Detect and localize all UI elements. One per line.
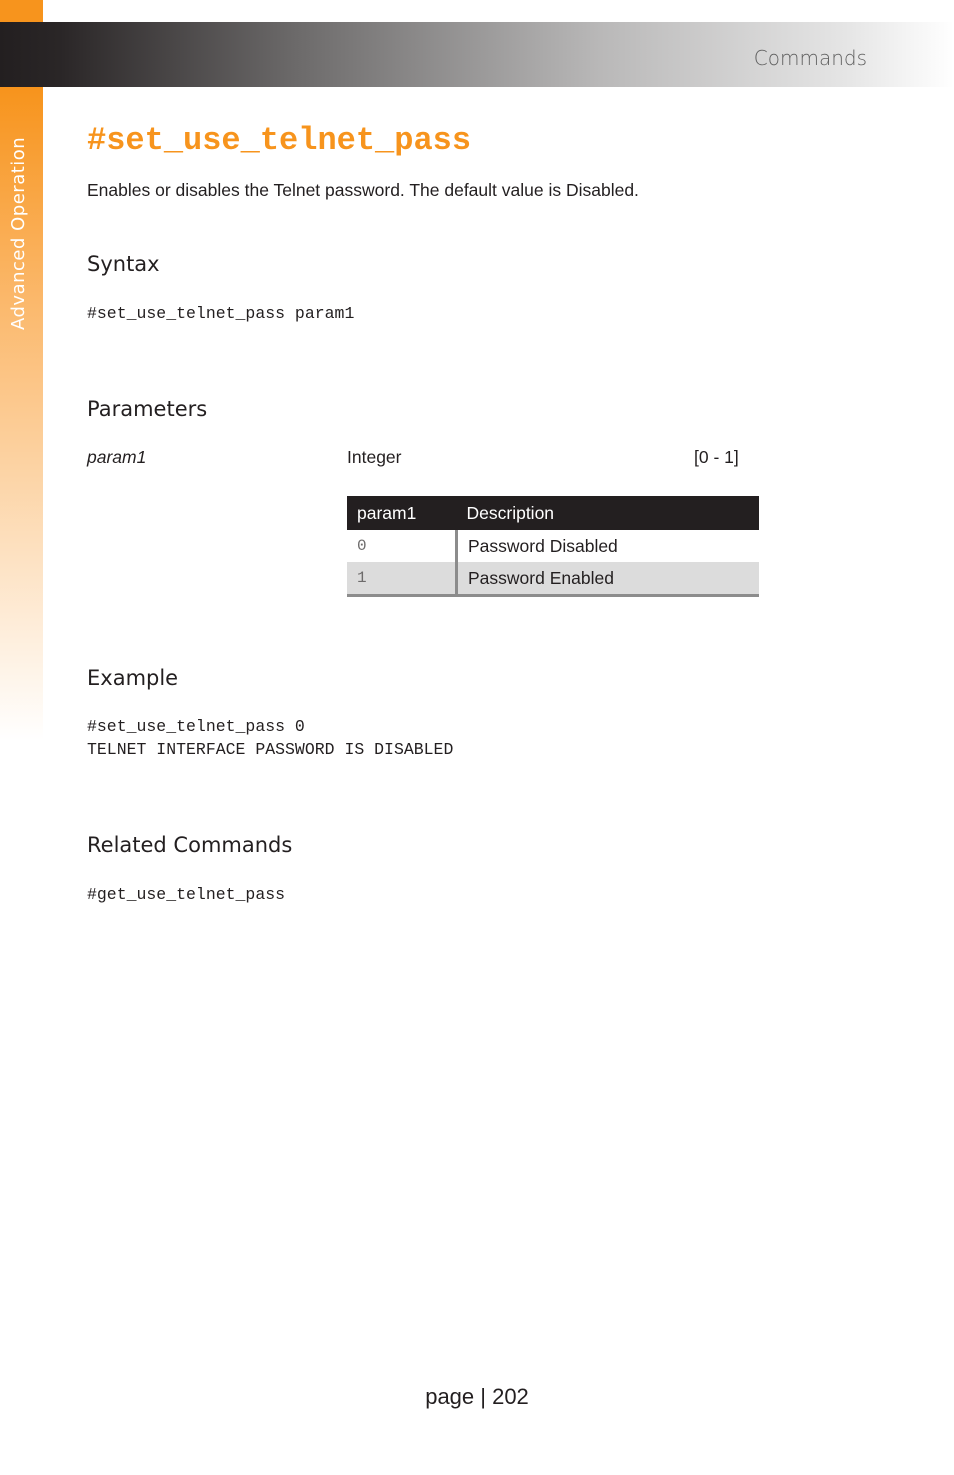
table-cell-value: 1 (347, 562, 457, 596)
table-cell-value: 0 (347, 530, 457, 562)
command-description: Enables or disables the Telnet password. The default value is Disabled. (87, 180, 639, 200)
param-range: [0 - 1] (694, 447, 739, 467)
table-cell-description: Password Disabled (468, 535, 618, 556)
parameters-heading: Parameters (87, 397, 208, 421)
example-heading: Example (87, 666, 179, 690)
table-row (347, 530, 759, 562)
table-cell-description: Password Enabled (457, 562, 760, 596)
chapter-label: Advanced Operation (8, 136, 29, 330)
example-code-line: TELNET INTERFACE PASSWORD IS DISABLED (87, 740, 454, 759)
section-title: Commands (753, 46, 867, 70)
header-bar (0, 22, 954, 87)
table-header-value: param1 (347, 496, 457, 530)
related-command: #get_use_telnet_pass (87, 885, 286, 904)
param-values-table (347, 496, 759, 597)
sidebar-chapter-tab (0, 0, 43, 740)
example-code-line: #set_use_telnet_pass 0 (87, 717, 305, 736)
table-header-description: Description (457, 496, 760, 530)
param-name: param1 (87, 447, 147, 467)
table-row (347, 562, 759, 596)
page-number: page | 202 (425, 1384, 529, 1409)
table-header-row (347, 496, 759, 530)
page-title: #set_use_telnet_pass (87, 122, 472, 159)
syntax-heading: Syntax (87, 252, 160, 276)
related-commands-heading: Related Commands (87, 833, 293, 857)
param-type: Integer (347, 447, 402, 467)
syntax-code: #set_use_telnet_pass param1 (87, 304, 355, 323)
